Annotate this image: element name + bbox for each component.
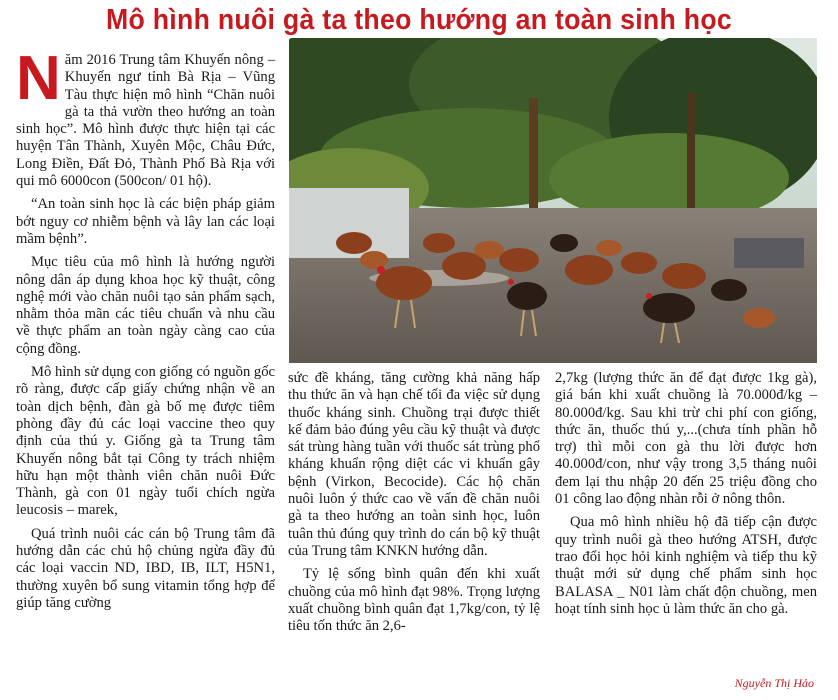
paragraph-5: Quá trình nuôi các cán bộ Trung tâm đã hướng dẫn các chủ hộ chủng ngừa đầy đủ các loại vaccin ND, IBD, IB, ILT, H5N1, thường xuyên bổ sung vitamin tổng hợp để giúp tăng cường <box>16 525 275 611</box>
chicken-farm-illustration <box>289 38 817 363</box>
column-3 <box>555 370 817 618</box>
paragraph-8: 2,7kg (lượng thức ăn để đạt được 1kg gà), giá bán khi xuất chuồng là 70.000đ/kg – 80.000đ/kg. Sau khi trừ chi phí con giống, thức ăn, thuốc thú y,...(chưa tính phần hỗ trợ) thì mỗi con gà thu lời được hơn 40.000đ/con, như vậy trong 3,5 tháng nuôi đem lại thu nhập 20 đến 25 triệu đồng cho 01 công lao động nhàn rỗi ở nông thôn. <box>555 370 817 508</box>
paragraph-6: sức đề kháng, tăng cường khả năng hấp thu thức ăn và hạn chế tối đa việc sử dụng thuốc kháng sinh. Chuồng trại được thiết kế đảm bảo đúng yêu cầu kỹ thuật và được sát trùng hàng tuần với thuốc sát trùng phổ kháng khuẩn rộng diệt các vi khuẩn gây bệnh (Virkon, Becocide). Các hộ chăn nuôi luôn ý thức cao về vấn đề chăn nuôi gà ta theo hướng an toàn sinh học, luôn tuân thủ đúng quy trình do cán bộ kỹ thuật của Trung tâm KNKN hướng dẫn. <box>288 370 540 559</box>
chicken-farm-photo <box>289 38 817 363</box>
column-1 <box>16 44 275 612</box>
paragraph-4: Mô hình sử dụng con giống có nguồn gốc rõ ràng, được cấp giấy chứng nhận về an toàn dịch bệnh, đàn gà bố mẹ được tiêm phòng đầy đủ các loại vaccine theo quy định của thú y. Giống gà ta Trung tâm Khuyến nông bắt tại Công ty trách nhiệm hữu hạn một thành viên chăn nuôi Đức Thành, gà con 01 ngày tuổi chích ngừa leucosis – marek, <box>16 364 275 519</box>
paragraph-3: Mục tiêu của mô hình là hướng người nông dân áp dụng khoa học kỹ thuật, công nghệ mới vào chăn nuôi tạo sản phẩm sạch, nhằm thỏa mãn các tiêu chuẩn và nhu cầu về thực phẩm an toàn ngày càng cao của cộng đồng. <box>16 254 275 357</box>
paragraph-2: “An toàn sinh học là các biện pháp giảm bớt nguy cơ nhiễm bệnh và lây lan các loại mầm bệnh”. <box>16 196 275 247</box>
author-byline: Nguyễn Thị Hảo <box>734 676 814 690</box>
paragraph-1 <box>16 44 275 190</box>
column-2 <box>288 370 540 635</box>
paragraph-9: Qua mô hình nhiều hộ đã tiếp cận được quy trình nuôi gà theo hướng ATSH, được trao đổi học hỏi kinh nghiệm và tiếp thu kỹ thuật mới sử dụng chế phẩm sinh học BALASA _ N01 làm chất độn chuồng, men hoạt tính sinh học ủ làm thức ăn cho gà. <box>555 514 817 617</box>
paragraph-1-text: ăm 2016 Trung tâm Khuyến nông – Khuyến ngư tỉnh Bà Rịa – Vũng Tàu thực hiện mô hình “Chăn nuôi gà ta thả vườn theo hướng an toàn sinh học”. Mô hình được thực hiện tại các huyện Tân Thành, Xuyên Mộc, Châu Đức, Long Điền, Đất Đỏ, Thành Phố Bà Rịa với qui mô 6000con (500con/ 01 hộ). <box>16 52 275 190</box>
drop-cap: N <box>16 44 61 113</box>
article-title: Mô hình nuôi gà ta theo hướng an toàn sinh học <box>105 4 733 36</box>
paragraph-7: Tỷ lệ sống bình quân đến khi xuất chuồng của mô hình đạt 98%. Trọng lượng xuất chuồng bình quân đạt 1,7kg/con, tỷ lệ tiêu tốn thức ăn 2,6- <box>288 566 540 635</box>
